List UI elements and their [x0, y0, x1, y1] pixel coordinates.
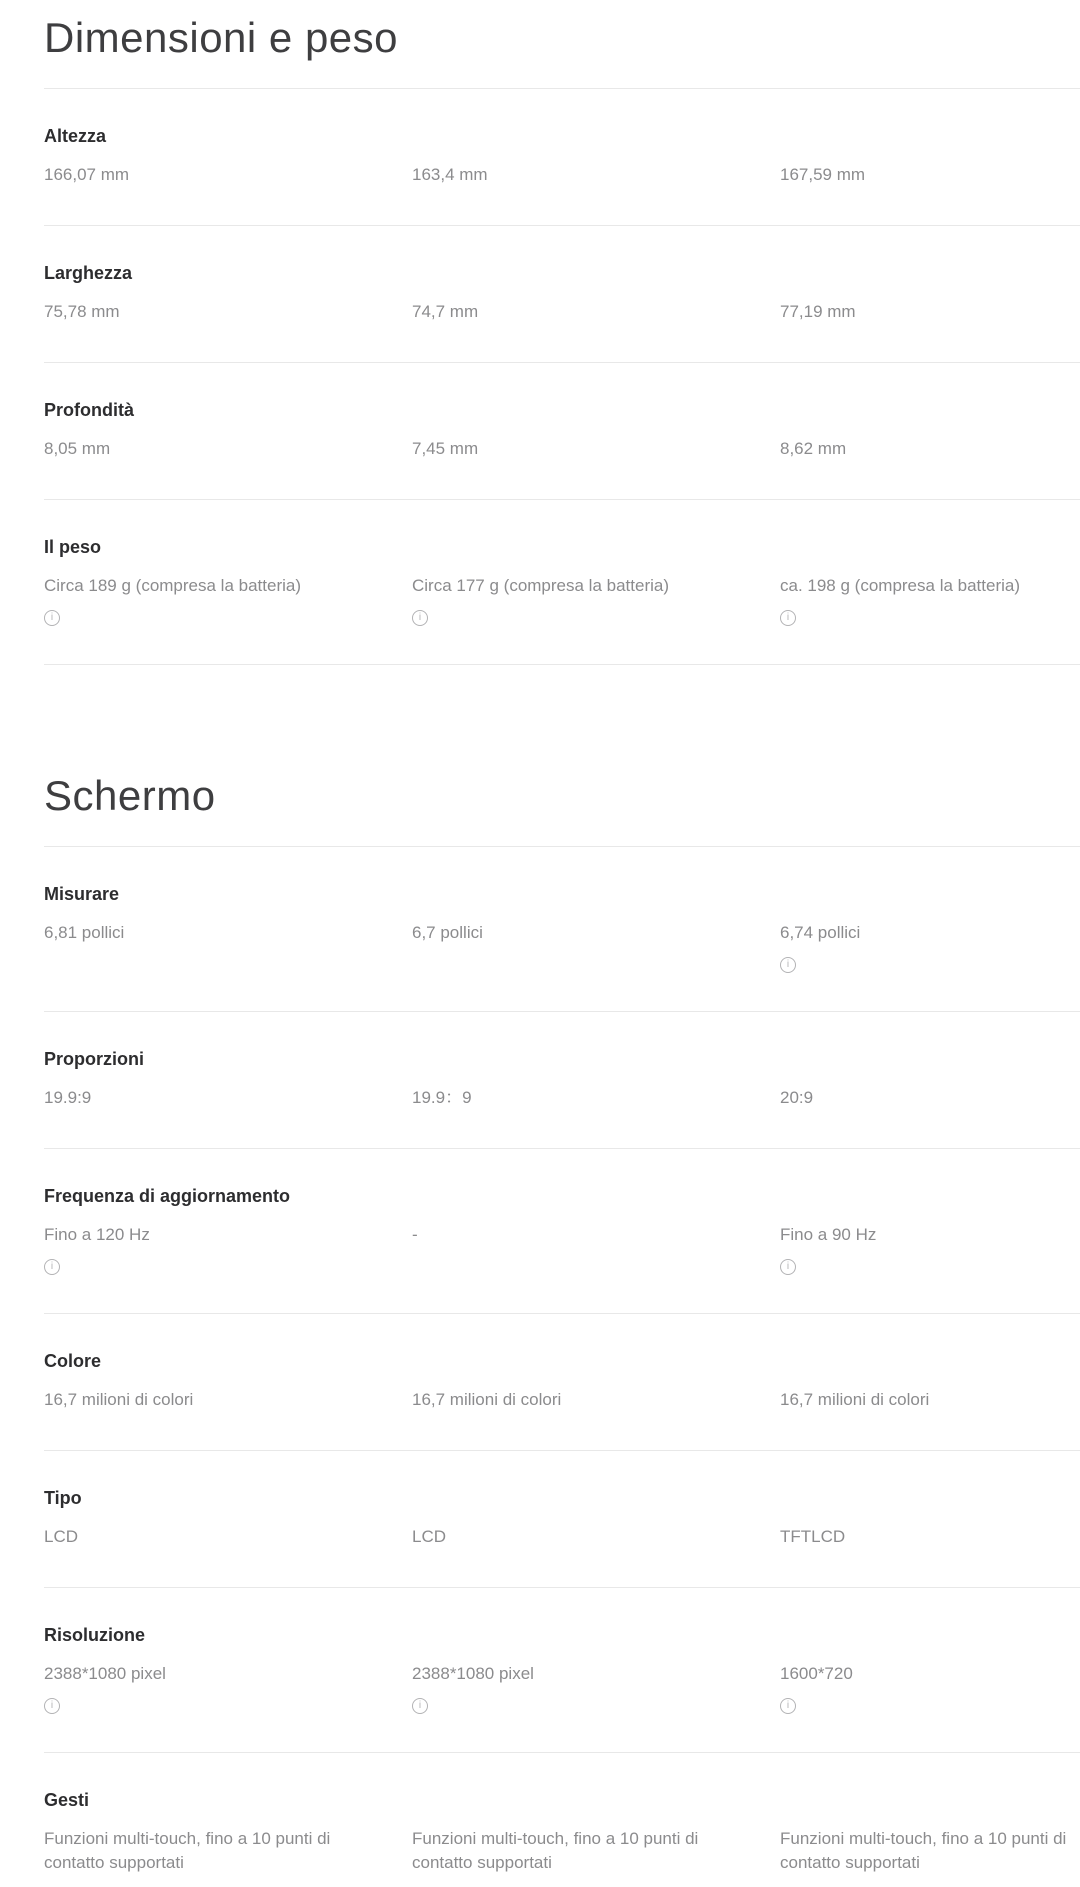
row-label: Proporzioni	[44, 1049, 144, 1069]
row-values	[44, 1223, 1080, 1275]
value-cell	[780, 1388, 1080, 1412]
value-cell	[412, 921, 780, 973]
spec-value: LCD	[44, 1527, 79, 1546]
value-cell	[780, 921, 1080, 973]
value-cell	[780, 574, 1080, 626]
spec-value: Circa 177 g (compresa la batteria)	[412, 576, 670, 595]
spec-row-aspect-ratio	[44, 1011, 1080, 1148]
spec-value: 6,81 pollici	[44, 923, 125, 942]
value-cell	[780, 163, 1080, 187]
value-cell	[412, 300, 780, 324]
spec-value: Fino a 120 Hz	[44, 1225, 150, 1244]
spec-value: Fino a 90 Hz	[780, 1225, 877, 1244]
row-label: Gesti	[44, 1790, 90, 1810]
value-cell	[44, 1388, 412, 1412]
spec-value: Funzioni multi-touch, fino a 10 punti di contatto supportati	[44, 1829, 331, 1872]
value-cell	[780, 1662, 1080, 1714]
info-icon[interactable]: i	[44, 610, 60, 626]
spec-value: 16,7 milioni di colori	[780, 1390, 930, 1409]
row-values	[44, 1662, 1080, 1714]
spec-value: 8,05 mm	[44, 439, 111, 458]
spec-value: 2388*1080 pixel	[44, 1664, 166, 1683]
spec-value: 19.9:9	[44, 1088, 92, 1107]
value-cell	[412, 1662, 780, 1714]
spec-value: Circa 189 g (compresa la batteria)	[44, 576, 302, 595]
row-label: Risoluzione	[44, 1625, 146, 1645]
info-icon[interactable]: i	[412, 610, 428, 626]
spec-row-weight	[44, 499, 1080, 665]
row-values	[44, 1525, 1080, 1549]
value-cell	[780, 1525, 1080, 1549]
row-label: Frequenza di aggiornamento	[44, 1186, 291, 1206]
value-cell	[44, 437, 412, 461]
row-values	[44, 163, 1080, 187]
spec-value: 16,7 milioni di colori	[412, 1390, 562, 1409]
row-label: Larghezza	[44, 263, 133, 283]
value-cell	[412, 1388, 780, 1412]
value-cell	[780, 300, 1080, 324]
spec-value: 6,74 pollici	[780, 923, 861, 942]
spec-value: Funzioni multi-touch, fino a 10 punti di contatto supportati	[412, 1829, 699, 1872]
spec-value: 6,7 pollici	[412, 923, 483, 942]
spec-row-color	[44, 1313, 1080, 1450]
value-cell	[412, 437, 780, 461]
value-cell	[780, 1827, 1080, 1875]
section-dimensions-weight	[44, 12, 1080, 665]
row-values	[44, 1086, 1080, 1110]
info-icon[interactable]: i	[780, 1698, 796, 1714]
row-label: Altezza	[44, 126, 107, 146]
value-cell	[44, 1525, 412, 1549]
value-cell	[44, 574, 412, 626]
spec-value: -	[412, 1225, 418, 1244]
value-cell	[412, 1827, 780, 1875]
value-cell	[780, 437, 1080, 461]
section-title: Dimensioni e peso	[44, 14, 399, 61]
row-label: Misurare	[44, 884, 120, 904]
spec-value: TFTLCD	[780, 1527, 846, 1546]
spec-value: 167,59 mm	[780, 165, 866, 184]
spec-value: 16,7 milioni di colori	[44, 1390, 194, 1409]
spec-row-depth	[44, 362, 1080, 499]
spec-value: 19.9：9	[412, 1088, 472, 1107]
value-cell	[44, 921, 412, 973]
value-cell	[44, 1662, 412, 1714]
value-cell	[44, 300, 412, 324]
value-cell	[412, 1086, 780, 1110]
spec-row-width	[44, 225, 1080, 362]
row-label: Il peso	[44, 537, 102, 557]
spec-value: 163,4 mm	[412, 165, 488, 184]
spec-value: 74,7 mm	[412, 302, 479, 321]
row-label: Profondità	[44, 400, 134, 420]
spec-row-gestures	[44, 1752, 1080, 1887]
value-cell	[44, 1086, 412, 1110]
info-icon[interactable]: i	[780, 610, 796, 626]
spec-value: 77,19 mm	[780, 302, 856, 321]
spec-value: LCD	[412, 1527, 447, 1546]
section-screen	[44, 770, 1080, 1887]
info-icon[interactable]: i	[412, 1698, 428, 1714]
spec-row-type	[44, 1450, 1080, 1587]
value-cell	[412, 1525, 780, 1549]
value-cell	[44, 1827, 412, 1875]
info-icon[interactable]: i	[44, 1259, 60, 1275]
row-label: Colore	[44, 1351, 102, 1371]
value-cell	[44, 163, 412, 187]
value-cell	[412, 1223, 780, 1275]
row-label: Tipo	[44, 1488, 82, 1508]
spec-value: 166,07 mm	[44, 165, 130, 184]
spec-value: 2388*1080 pixel	[412, 1664, 534, 1683]
info-icon[interactable]: i	[44, 1698, 60, 1714]
row-values	[44, 437, 1080, 461]
value-cell	[780, 1223, 1080, 1275]
spec-row-refresh-rate	[44, 1148, 1080, 1313]
section-title: Schermo	[44, 772, 216, 819]
spec-value: 8,62 mm	[780, 439, 847, 458]
row-values	[44, 300, 1080, 324]
spec-value: 75,78 mm	[44, 302, 120, 321]
row-values	[44, 574, 1080, 626]
value-cell	[44, 1223, 412, 1275]
row-values	[44, 1827, 1080, 1875]
spec-row-resolution	[44, 1587, 1080, 1752]
spec-value: ca. 198 g (compresa la batteria)	[780, 576, 1021, 595]
spec-value: 7,45 mm	[412, 439, 479, 458]
value-cell	[412, 163, 780, 187]
row-values	[44, 921, 1080, 973]
row-values	[44, 1388, 1080, 1412]
spec-value: Funzioni multi-touch, fino a 10 punti di contatto supportati	[780, 1829, 1067, 1872]
info-icon[interactable]: i	[780, 957, 796, 973]
value-cell	[412, 574, 780, 626]
spec-row-size	[44, 846, 1080, 1011]
spec-row-height	[44, 88, 1080, 225]
spec-value: 20:9	[780, 1088, 814, 1107]
info-icon[interactable]: i	[780, 1259, 796, 1275]
value-cell	[780, 1086, 1080, 1110]
spec-value: 1600*720	[780, 1664, 853, 1683]
